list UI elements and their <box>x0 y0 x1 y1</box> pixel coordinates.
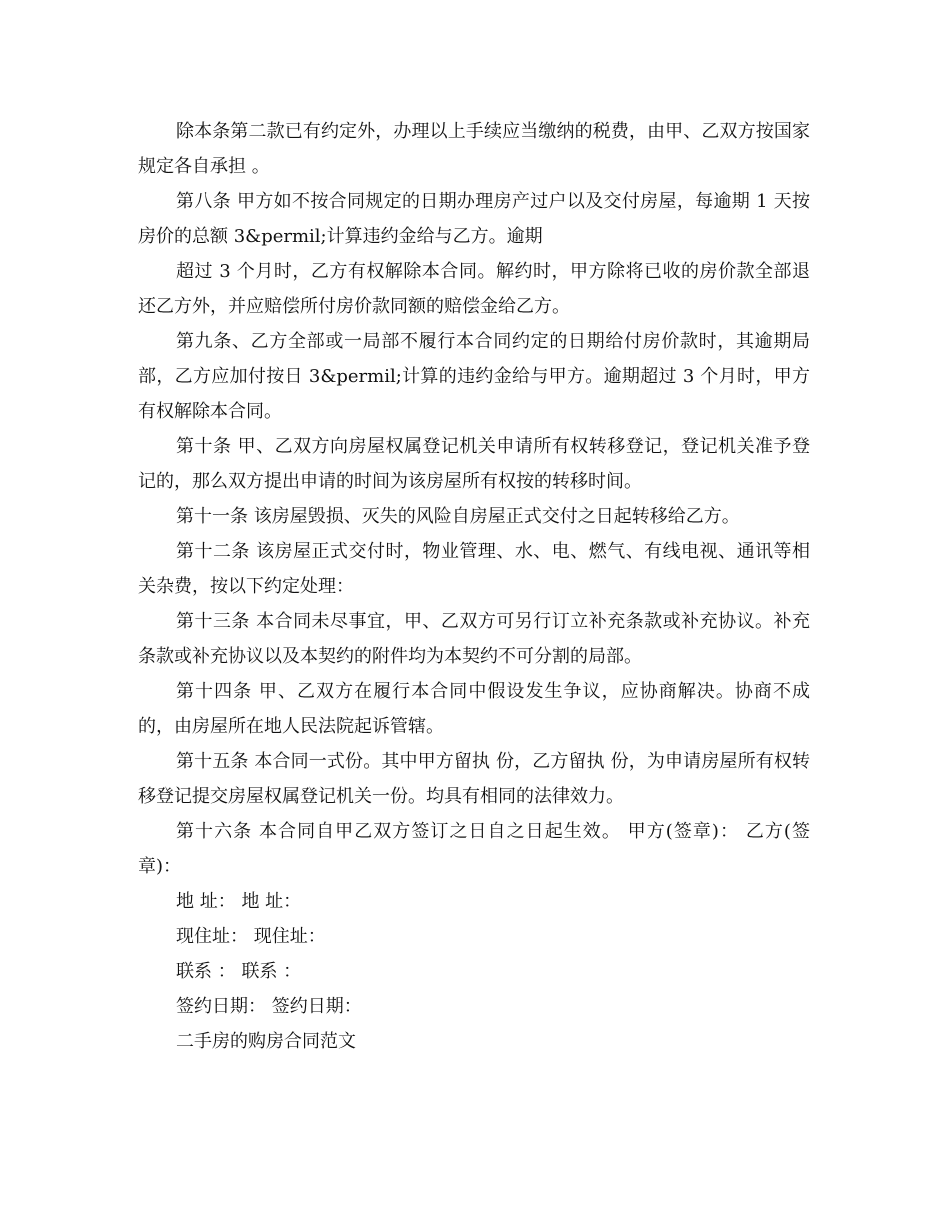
paragraph-article-14: 第十四条 甲、乙双方在履行本合同中假设发生争议，应协商解决。协商不成的，由房屋所在地人民法院起诉管辖。 <box>138 681 810 737</box>
paragraph-article-15: 第十五条 本合同一式份。其中甲方留执 份，乙方留执 份，为申请房屋所有权转移登记提交房屋权属登记机关一份。均具有相同的法律效力。 <box>138 751 810 807</box>
signature-contact-line: 联系 ： 联系 ： <box>176 961 302 982</box>
paragraph-article-11: 第十一条 该房屋毁损、灭失的风险自房屋正式交付之日起转移给乙方。 <box>176 506 740 527</box>
paragraph-article-13: 第十三条 本合同未尽事宜，甲、乙双方可另行订立补充条款或补充协议。补充条款或补充协议以及本契约的附件均为本契约不可分割的局部。 <box>138 611 810 667</box>
signature-current-address-line: 现住址： 现住址： <box>176 926 326 947</box>
paragraph-tax-clause: 除本条第二款已有约定外，办理以上手续应当缴纳的税费，由甲、乙双方按国家规定各自承担 。 <box>138 121 810 177</box>
paragraph-article-12: 第十二条 该房屋正式交付时，物业管理、水、电、燃气、有线电视、通讯等相关杂费，按以下约定处理： <box>138 541 810 597</box>
signature-date-line: 签约日期： 签约日期： <box>176 996 362 1017</box>
paragraph-article-16: 第十六条 本合同自甲乙双方签订之日自之日起生效。 甲方(签章)： 乙方(签章)： <box>138 821 810 877</box>
document-next-title: 二手房的购房合同范文 <box>176 1031 356 1052</box>
paragraph-article-8-continued: 超过 3 个月时，乙方有权解除本合同。解约时，甲方除将已收的房价款全部退还乙方外，并应赔偿所付房价款同额的赔偿金给乙方。 <box>138 261 810 317</box>
paragraph-article-9: 第九条、乙方全部或一局部不履行本合同约定的日期给付房价款时，其逾期局部，乙方应加付按日 3&permil;计算的违约金给与甲方。逾期超过 3 个月时，甲方有权解除本合同。 <box>138 331 810 422</box>
paragraph-article-10: 第十条 甲、乙双方向房屋权属登记机关申请所有权转移登记，登记机关准予登记的，那么双方提出申请的时间为该房屋所有权按的转移时间。 <box>138 436 810 492</box>
document-body <box>138 114 810 1059</box>
signature-address-line: 地 址： 地 址： <box>176 891 302 912</box>
paragraph-article-8: 第八条 甲方如不按合同规定的日期办理房产过户以及交付房屋，每逾期 1 天按房价的总额 3&permil;计算违约金给与乙方。逾期 <box>138 191 810 247</box>
